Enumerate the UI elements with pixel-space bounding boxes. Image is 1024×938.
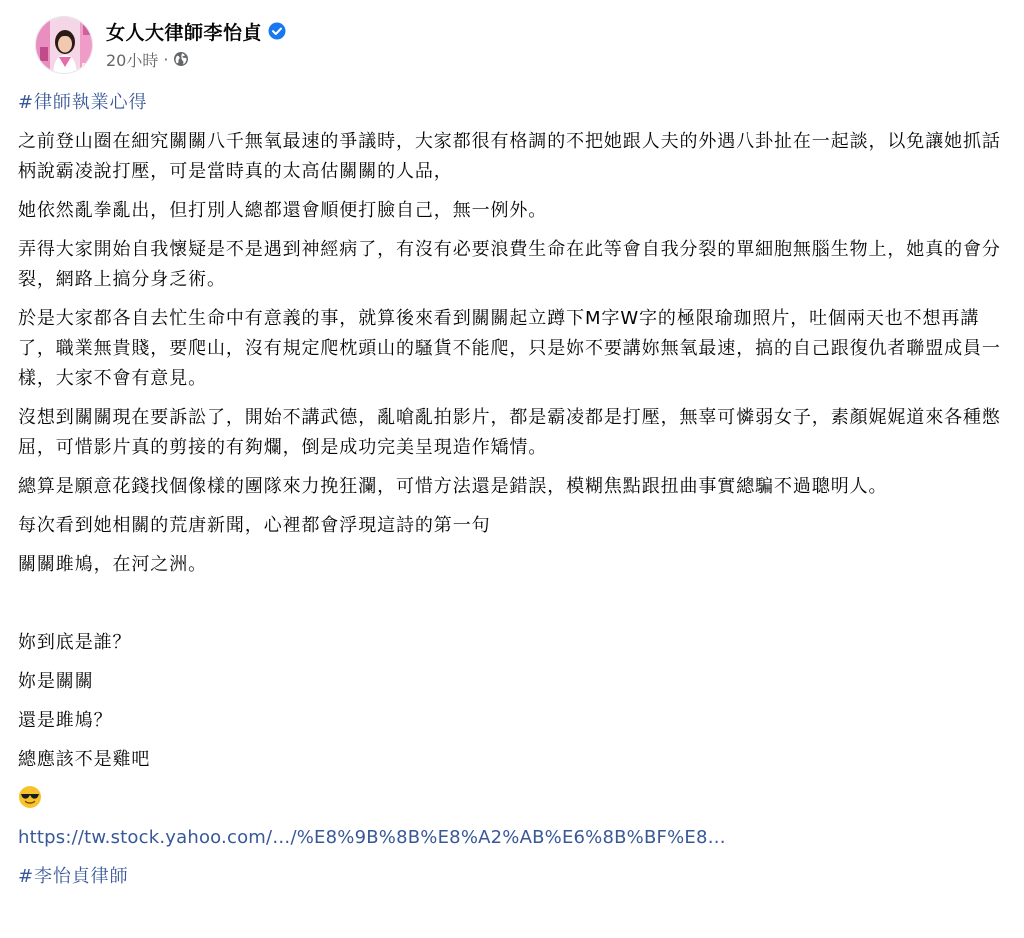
post-paragraph: 之前登山圈在細究關關八千無氧最速的爭議時，大家都很有格調的不把她跟人夫的外遇八卦扯在一起談，以免讓她抓話柄說霸凌說打壓，可是當時真的太高估關關的人品， [18, 131, 1001, 182]
post-paragraph: 她依然亂拳亂出，但打別人總都還會順便打臉自己，無一例外。 [18, 200, 548, 221]
blank-line [18, 589, 1003, 619]
link-paragraph [18, 823, 1003, 853]
post-paragraph: 每次看到她相關的荒唐新聞，心裡都會浮現這詩的第一句 [18, 515, 491, 536]
post-paragraph: 於是大家都各自去忙生命中有意義的事，就算後來看到關關起立蹲下M字W字的極限瑜珈照片，吐個兩天也不想再講了，職業無貴賤，要爬山，沒有規定爬枕頭山的騷貨不能爬，只是妳不要講妳無氧最速，搞的自己跟復仇者聯盟成員一樣，大家不會有意見。 [18, 308, 1001, 389]
post-line: 妳到底是誰？ [18, 632, 132, 653]
post-paragraph: 沒想到關關現在要訴訟了，開始不講武德，亂嗆亂拍影片，都是霸凌都是打壓，無辜可憐弱女子，素顏娓娓道來各種憋屈，可惜影片真的剪接的有夠爛，倒是成功完美呈現造作矯情。 [18, 407, 1001, 458]
post-line: 妳是關關 [18, 671, 94, 692]
hashtag-link-bottom[interactable]: #李怡貞律師 [18, 866, 129, 887]
verified-badge-icon [268, 22, 286, 40]
hashtag-paragraph [18, 88, 1003, 118]
author-avatar[interactable] [35, 16, 93, 74]
external-link[interactable]: https://tw.stock.yahoo.com/…/%E8%9B%8B%E8%A2%AB%E6%8B%BF%E8… [18, 827, 726, 848]
hashtag-paragraph [18, 862, 1003, 892]
post-line: 還是雎鳩？ [18, 710, 113, 731]
post-paragraph: 關關雎鳩，在河之洲。 [18, 554, 207, 575]
post-body [18, 88, 1003, 901]
author-row [106, 18, 286, 44]
author-name-link[interactable]: 女人大律師李怡貞 [106, 21, 263, 44]
post-meta [106, 48, 286, 70]
post-paragraph: 弄得大家開始自我懷疑是不是遇到神經病了，有沒有必要浪費生命在此等會自我分裂的單細胞無腦生物上，她真的會分裂，網路上搞分身乏術。 [18, 239, 1001, 290]
meta-separator: · [163, 49, 169, 69]
author-block [106, 18, 286, 70]
post-timestamp-link[interactable]: 20小時 [106, 50, 159, 70]
avatar-photo-icon [36, 17, 93, 74]
hashtag-link-top[interactable]: #律師執業心得 [18, 92, 148, 113]
emoji-line [18, 784, 1003, 814]
globe-icon[interactable] [173, 51, 189, 67]
post-line: 總應該不是雞吧 [18, 749, 151, 770]
smiling-face-with-sunglasses-emoji-icon [18, 785, 42, 809]
post-header [18, 0, 1006, 88]
post-paragraph: 總算是願意花錢找個像樣的團隊來力挽狂瀾，可惜方法還是錯誤，模糊焦點跟扭曲事實總騙不過聰明人。 [18, 476, 888, 497]
